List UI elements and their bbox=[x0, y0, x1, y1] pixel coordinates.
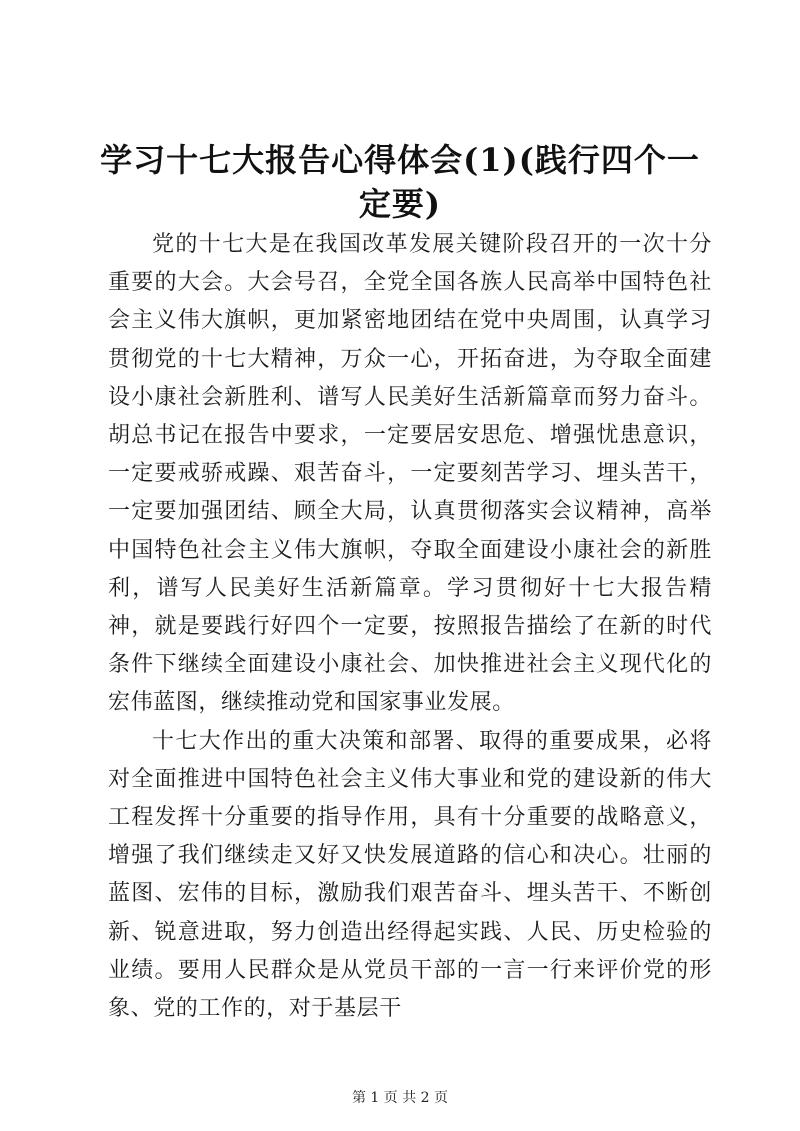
document-title: 学习十七大报告心得体会(1)(践行四个一定要) bbox=[100, 141, 700, 223]
paragraph-2: 十七大作出的重大决策和部署、取得的重要成果，必将对全面推进中国特色社会主义伟大事业和党的建设新的伟大工程发挥十分重要的指导作用，具有十分重要的战略意义，增强了我们继续走又好又快发展道路的信心和决心。壮丽的蓝图、宏伟的目标，激励我们艰苦奋斗、埋头苦干、不断创新、锐意进取，努力创造出经得起实践、人民、历史检验的业绩。要用人民群众是从党员干部的一言一行来评价党的形象、党的工作的，对于基层干 bbox=[108, 728, 712, 1022]
paragraph-1: 党的十七大是在我国改革发展关键阶段召开的一次十分重要的大会。大会号召，全党全国各族人民高举中国特色社会主义伟大旗帜，更加紧密地团结在党中央周围，认真学习贯彻党的十七大精神，万众一心，开拓奋进，为夺取全面建设小康社会新胜利、谱写人民美好生活新篇章而努力奋斗。胡总书记在报告中要求，一定要居安思危、增强忧患意识，一定要戒骄戒躁、艰苦奋斗，一定要刻苦学习、埋头苦干，一定要加强团结、顾全大局，认真贯彻落实会议精神，高举中国特色社会主义伟大旗帜，夺取全面建设小康社会的新胜利，谱写人民美好生活新篇章。学习贯彻好十七大报告精神，就是要践行好四个一定要，按照报告描绘了在新的时代条件下继续全面建设小康社会、加快推进社会主义现代化的宏伟蓝图，继续推动党和国家事业发展。 bbox=[108, 232, 712, 716]
page-number-footer: 第 1 页 共 2 页 bbox=[351, 1090, 449, 1106]
document-body bbox=[108, 226, 712, 1028]
